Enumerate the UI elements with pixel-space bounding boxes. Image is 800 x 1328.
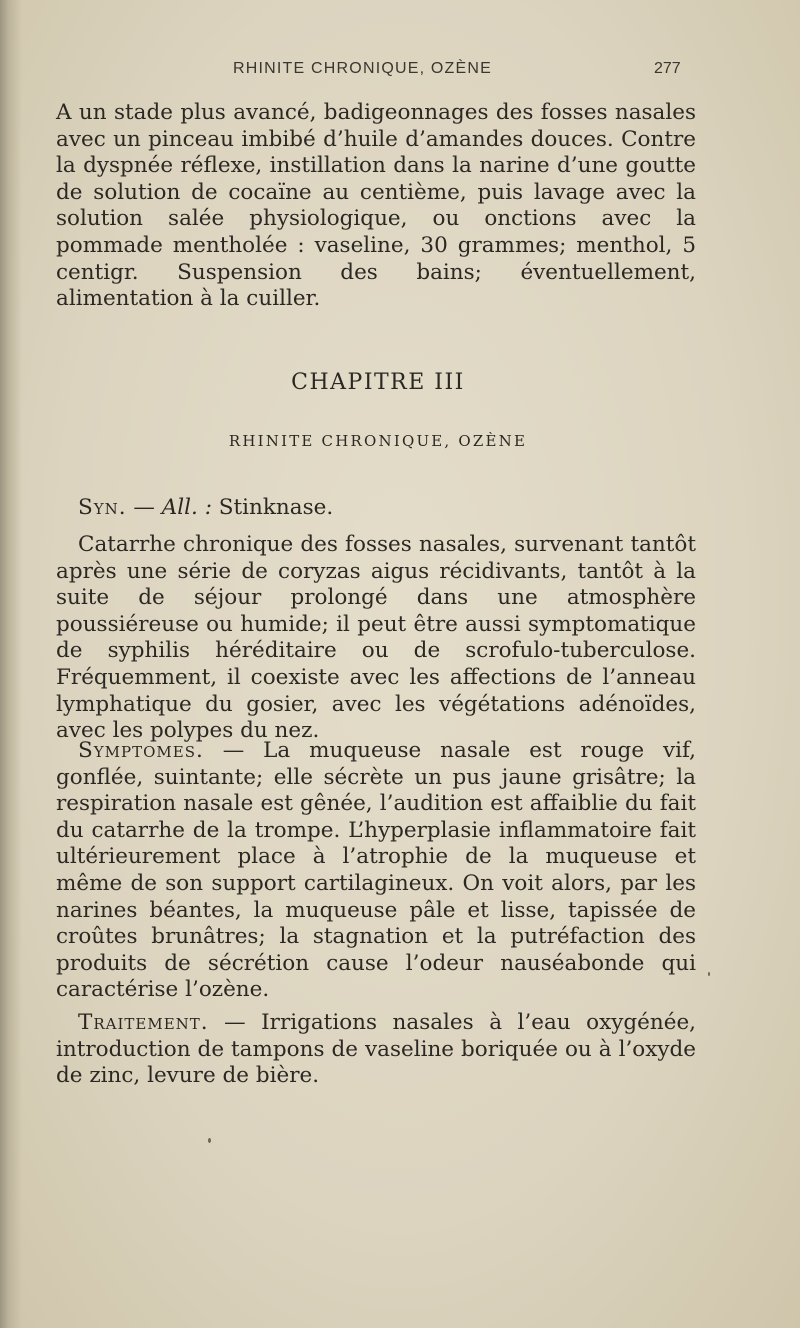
definition-paragraph: Catarrhe chronique des fosses nasales, survenant tantôt après une série de coryzas aigus récidivants, tantôt à la suite de séjour prolongé dans une atmosphère poussiéreuse ou humide; il peut être aussi symptomatique de syphilis héréditaire ou de scrofulo-tuberculose. Fréquemment, il coexiste avec les affections de l’anneau lymphatique du gosier, avec les végétations adénoïdes, avec les polypes du nez. — [56, 532, 696, 744]
chapter-title: CHAPITRE III — [291, 370, 465, 395]
symptoms-paragraph — [56, 738, 696, 1004]
synonym-text: Stinknase. — [211, 495, 334, 520]
treatment-label: Traitement. — [78, 1010, 209, 1035]
treatment-text: — Irrigations nasales à l’eau oxygénée, introduction de tampons de vaseline boriquée ou à l’oxyde de zinc, levure de bière. — [56, 1010, 696, 1089]
symptoms-label: Symptomes. — [78, 738, 204, 763]
synonym-line — [56, 495, 696, 522]
synonym-language: All. : — [161, 495, 212, 520]
synonym-dash: — — [126, 495, 162, 520]
treatment-paragraph — [56, 1010, 696, 1090]
paper-speck — [708, 972, 710, 976]
running-title: RHINITE CHRONIQUE, OZÈNE — [233, 60, 493, 77]
opening-paragraph: A un stade plus avancé, badigeonnages des fosses nasales avec un pinceau imbibé d’huile d’amandes douces. Contre la dyspnée réflexe, instillation dans la narine d’une goutte de solution de cocaïne au centième, puis lavage avec la solution salée physiologique, ou onctions avec la pommade mentholée : vaseline, 30 grammes; menthol, 5 centigr. Suspension des bains; éventuellement, alimentation à la cuiller. — [56, 100, 696, 312]
chapter-subtitle: RHINITE CHRONIQUE, OZÈNE — [228, 432, 528, 450]
symptoms-text: — La muqueuse nasale est rouge vif, gonflée, suintante; elle sécrète un pus jaune grisâtre; la respiration nasale est gênée, l’audition est affaiblie du fait du catarrhe de la trompe. L’hyperplasie inflammatoire fait ultérieurement place à l’atrophie de la muqueuse et même de son support cartilagineux. On voit alors, par les narines béantes, la muqueuse pâle et lisse, tapissée de croûtes brunâtres; la stagnation et la putréfaction des produits de sécrétion cause l’odeur nauséabonde qui caractérise l’ozène. — [56, 738, 696, 1003]
paper-speck — [208, 1138, 211, 1143]
synonym-label: Syn. — [78, 495, 127, 520]
running-head — [0, 60, 800, 86]
binding-shadow — [0, 0, 22, 1328]
page-number: 277 — [654, 60, 681, 77]
